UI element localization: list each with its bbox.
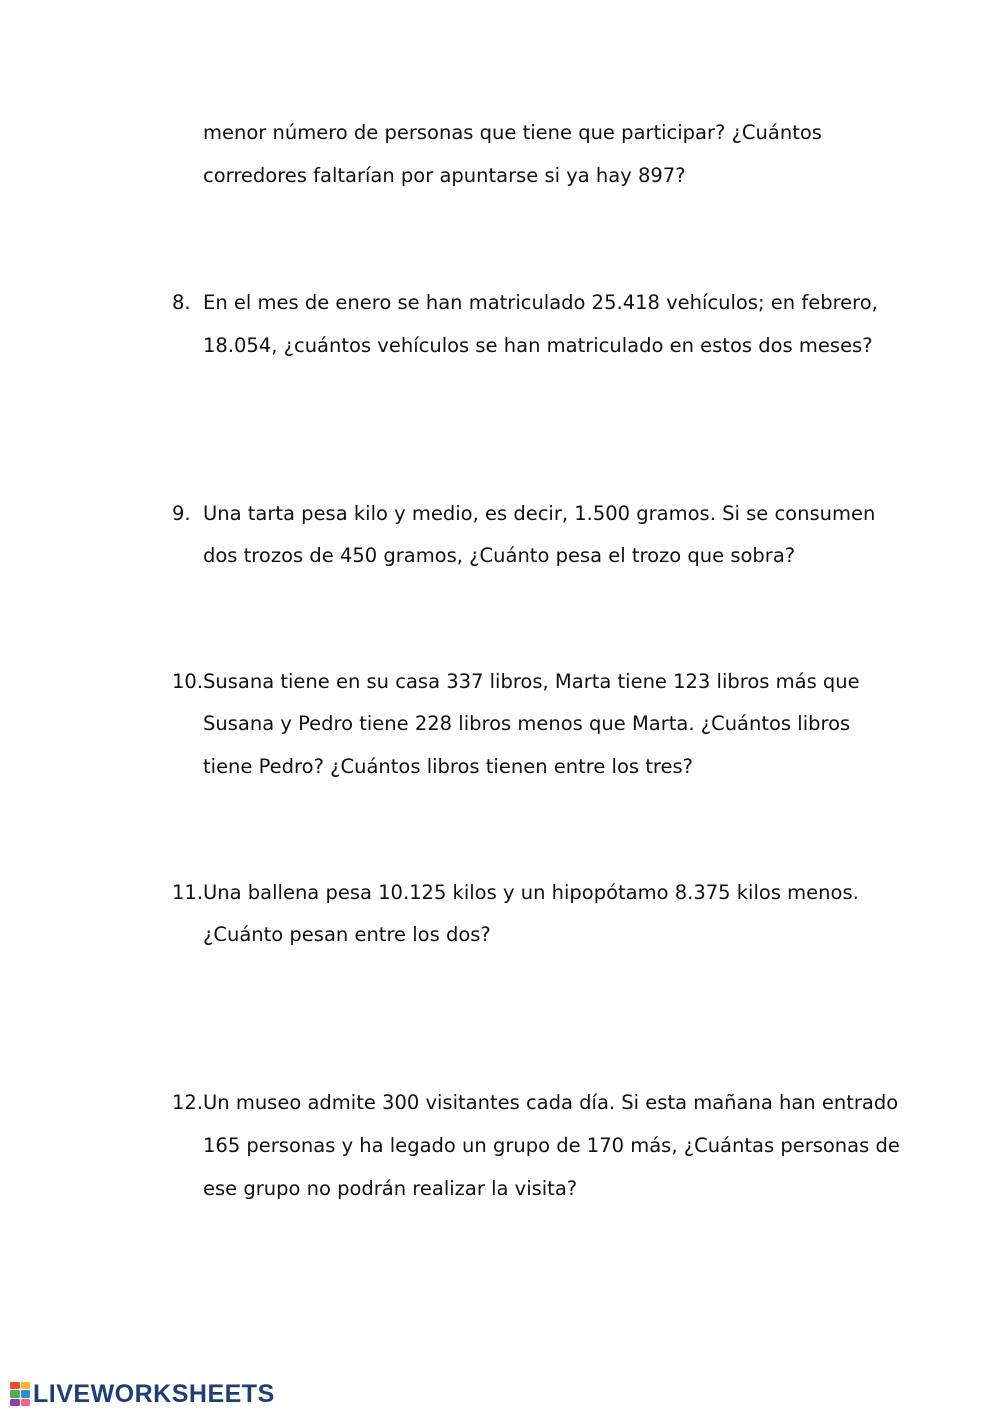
problem-text-line: Susana tiene en su casa 337 libros, Marta tiene 123 libros más que <box>203 670 860 693</box>
problem-number: 10. <box>172 670 204 693</box>
problem-text-line: dos trozos de 450 gramos, ¿Cuánto pesa el trozo que sobra? <box>203 544 796 567</box>
problem-number: 9. <box>172 502 191 525</box>
problem-number: 8. <box>172 291 191 314</box>
problem-text-line: ¿Cuánto pesan entre los dos? <box>203 923 491 946</box>
liveworksheets-logo-icon <box>10 1382 30 1406</box>
problem-number: 11. <box>172 881 204 904</box>
problem-text-line: Una ballena pesa 10.125 kilos y un hipopótamo 8.375 kilos menos. <box>203 881 859 904</box>
liveworksheets-logo[interactable] <box>10 1380 275 1408</box>
problem-text-line: Un museo admite 300 visitantes cada día. Si esta mañana han entrado <box>203 1091 899 1114</box>
problem-text-line: menor número de personas que tiene que participar? ¿Cuántos <box>203 121 822 144</box>
problem-text-line: En el mes de enero se han matriculado 25.418 vehículos; en febrero, <box>203 291 878 314</box>
logo-text: LIVEWORKSHEETS <box>33 1379 275 1408</box>
problem-text-line: ese grupo no podrán realizar la visita? <box>203 1177 578 1200</box>
problem-text-line: 165 personas y ha legado un grupo de 170 más, ¿Cuántas personas de <box>203 1134 900 1157</box>
problem-text-line: Una tarta pesa kilo y medio, es decir, 1.500 gramos. Si se consumen <box>203 502 876 525</box>
problem-text-line: 18.054, ¿cuántos vehículos se han matriculado en estos dos meses? <box>203 334 873 357</box>
problem-number: 12. <box>172 1091 204 1114</box>
problem-text-line: tiene Pedro? ¿Cuántos libros tienen entre los tres? <box>203 755 693 778</box>
problem-text-line: Susana y Pedro tiene 228 libros menos que Marta. ¿Cuántos libros <box>203 712 851 735</box>
problem-text-line: corredores faltarían por apuntarse si ya hay 897? <box>203 164 686 187</box>
